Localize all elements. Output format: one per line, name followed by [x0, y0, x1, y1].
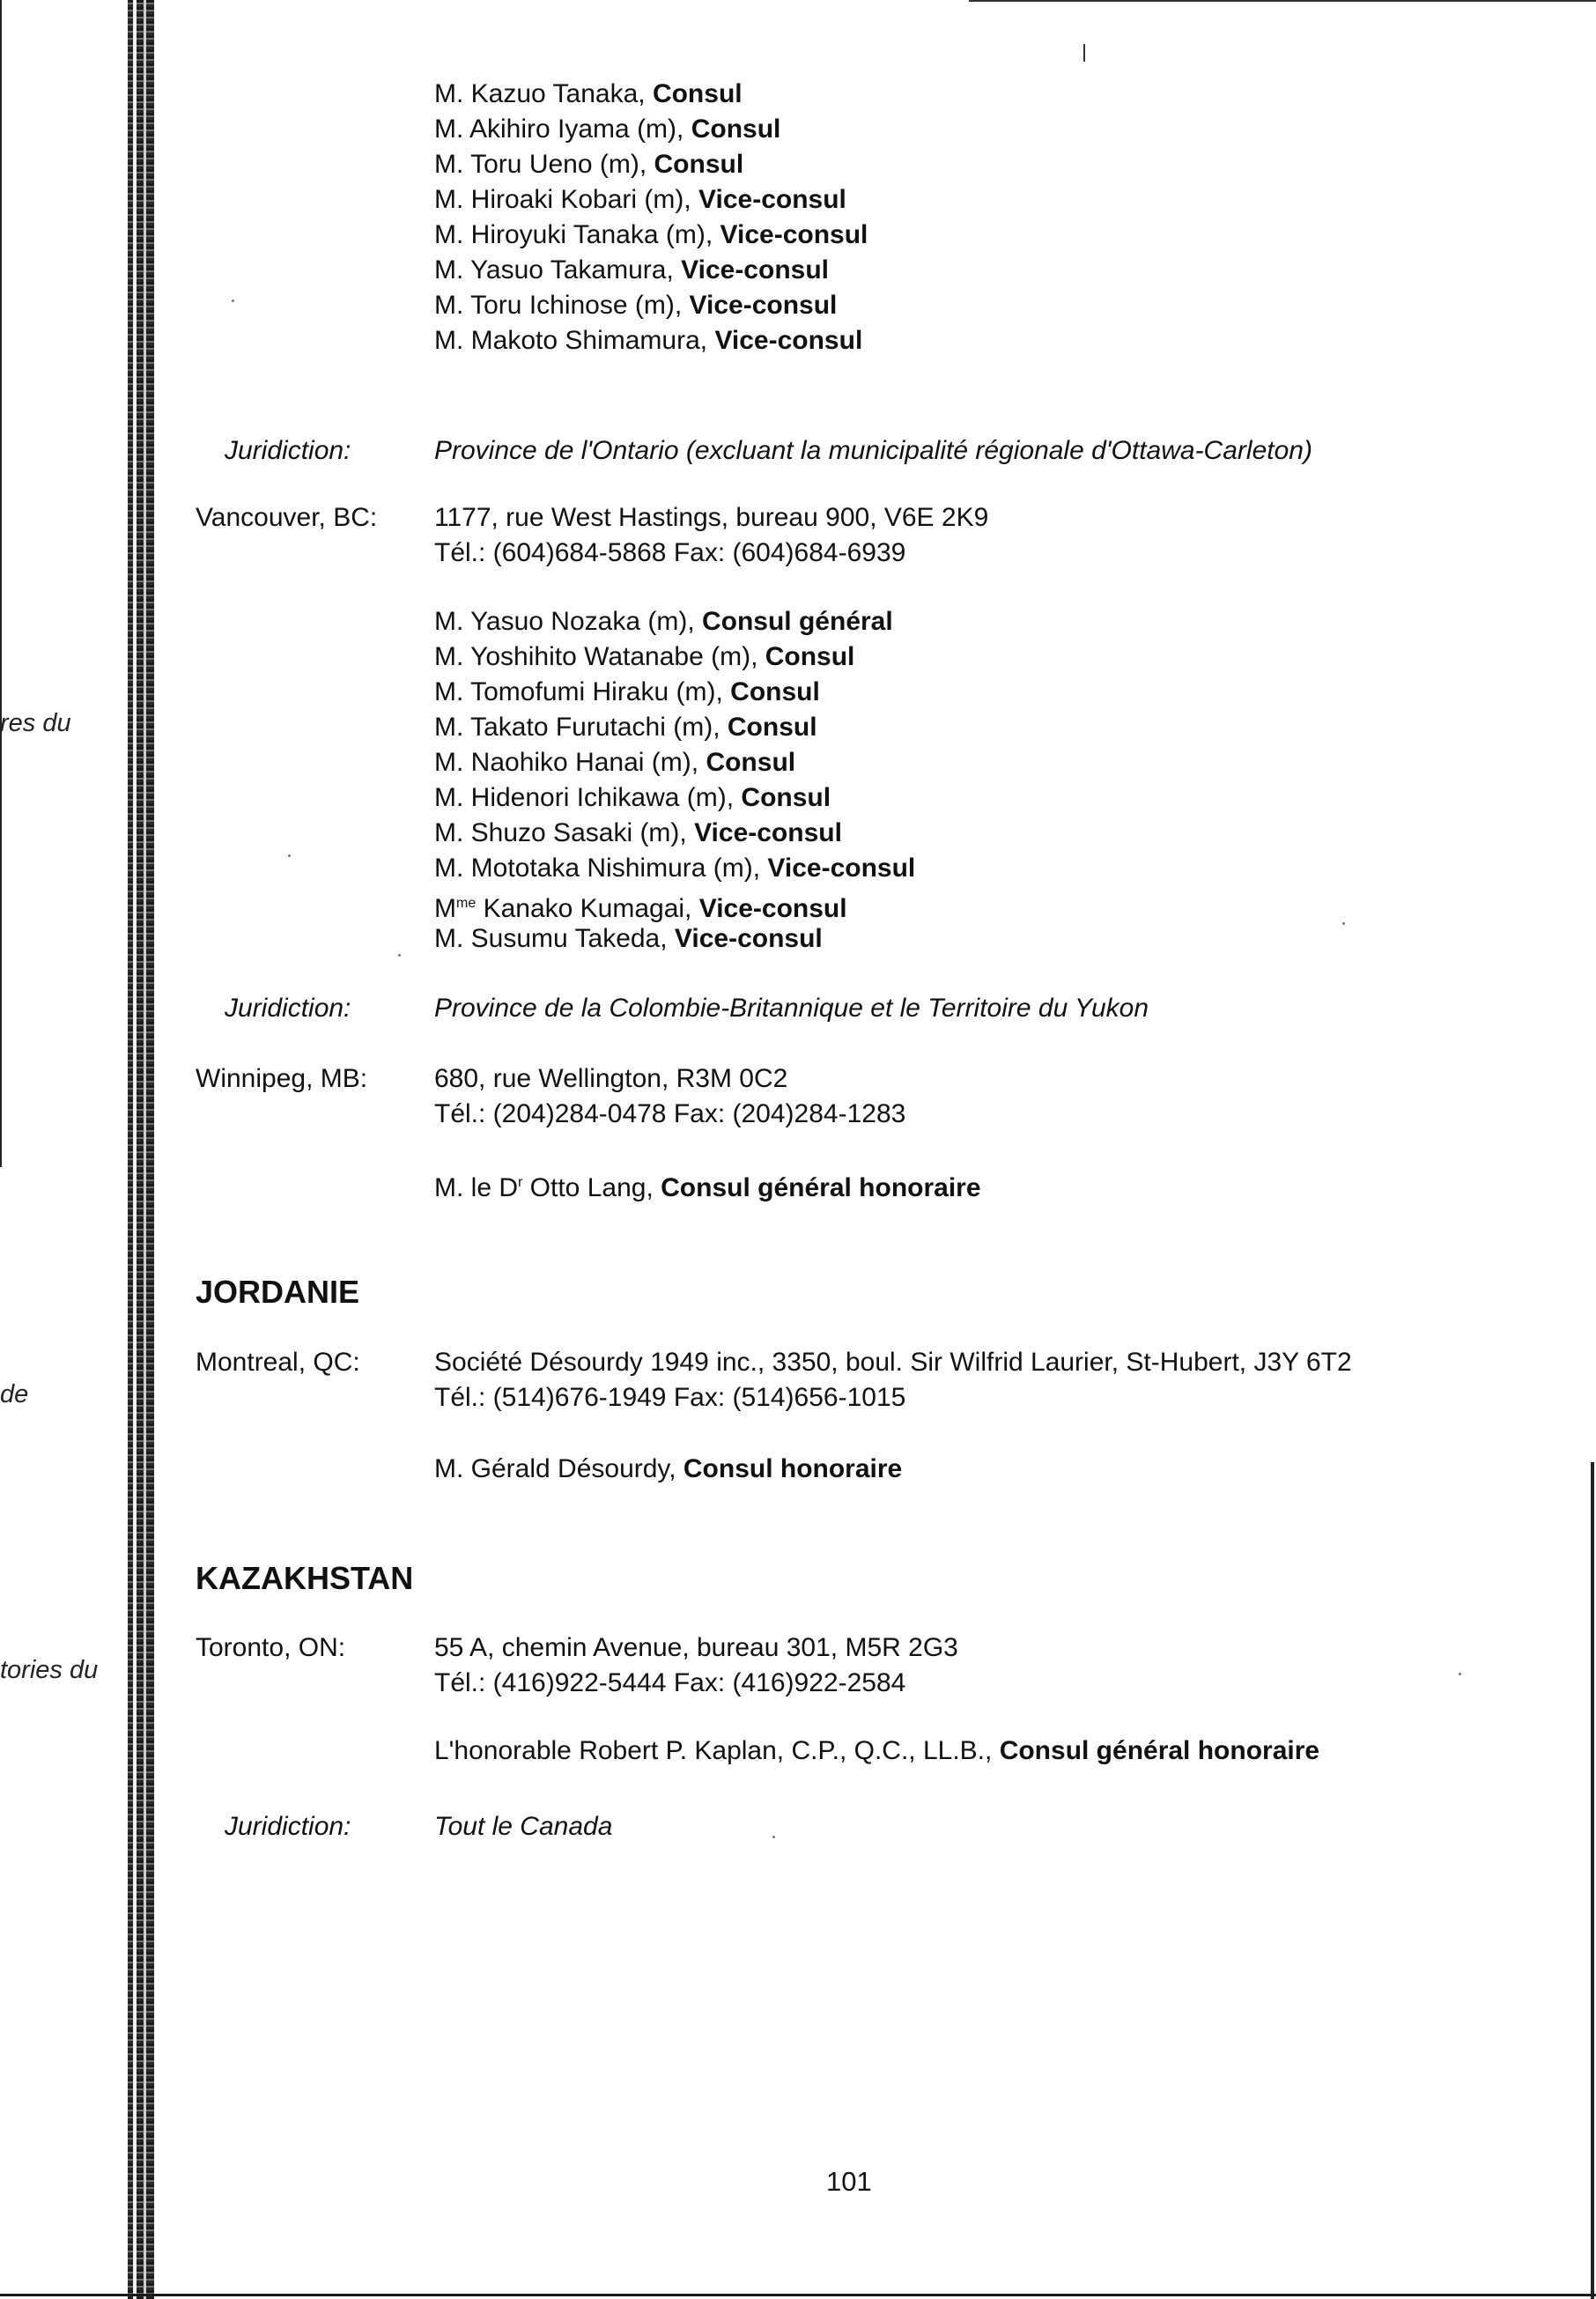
address: 1177, rue West Hastings, bureau 900, V6E 2K9: [434, 503, 989, 532]
jurisdiction-label: Juridiction:: [225, 1812, 351, 1841]
phone-fax: Tél.: (514)676-1949 Fax: (514)656-1015: [434, 1383, 906, 1412]
contact-entry: M. le $D^r$ Otto Lang, Consul général honoraire: [434, 1173, 981, 1202]
jurisdiction-label: Juridiction:: [225, 994, 351, 1023]
phone-fax: Tél.: (604)684-5868 Fax: (604)684-6939: [434, 538, 906, 567]
spiral-binding: [128, 0, 154, 2299]
city-label: Vancouver, BC:: [196, 503, 378, 532]
scan-artifact: [398, 954, 401, 957]
staff-entry: M. Hidenori Ichikawa (m), Consul: [434, 783, 831, 812]
staff-entry: M. Toru Ichinose (m), Vice-consul: [434, 291, 838, 320]
staff-entry: M. Kazuo Tanaka, Consul: [434, 79, 743, 108]
staff-entry: M. Hiroyuki Tanaka (m), Vice-consul: [434, 220, 868, 249]
city-label: Toronto, ON:: [196, 1633, 346, 1662]
staff-entry: M. Takato Furutachi (m), Consul: [434, 713, 817, 742]
left-page-edge: [0, 0, 2, 1167]
staff-entry: M. Yasuo Takamura, Vice-consul: [434, 255, 829, 285]
staff-entry: M. Makoto Shimamura, Vice-consul: [434, 326, 863, 355]
staff-entry: M. Mototaka Nishimura (m), Vice-consul: [434, 854, 916, 883]
scan-artifact: [1083, 44, 1085, 62]
country-heading: JORDANIE: [196, 1274, 360, 1310]
staff-entry: M. Akihiro Iyama (m), Consul: [434, 115, 781, 144]
margin-fragment: de: [0, 1380, 29, 1408]
right-page-edge: [1591, 1462, 1594, 2299]
country-heading: KAZAKHSTAN: [196, 1560, 414, 1596]
jurisdiction-label: Juridiction:: [225, 436, 351, 465]
phone-fax: Tél.: (204)284-0478 Fax: (204)284-1283: [434, 1099, 906, 1128]
staff-entry: $M^{me}$ Kanako Kumagai, Vice-consul: [434, 894, 847, 923]
staff-entry: M. Naohiko Hanai (m), Consul: [434, 748, 796, 777]
address: Société Désourdy 1949 inc., 3350, boul. Sir Wilfrid Laurier, St-Hubert, J3Y 6T2: [434, 1348, 1352, 1377]
scan-artifact: [288, 854, 291, 857]
contact-entry: M. Gérald Désourdy, Consul honoraire: [434, 1454, 903, 1483]
scan-artifact: [232, 299, 234, 302]
scan-artifact: [772, 1836, 775, 1838]
staff-entry: M. Hiroaki Kobari (m), Vice-consul: [434, 185, 846, 214]
staff-entry: M. Toru Ueno (m), Consul: [434, 150, 744, 179]
phone-fax: Tél.: (416)922-5444 Fax: (416)922-2584: [434, 1668, 906, 1697]
top-page-edge: [969, 0, 1596, 2]
address: 680, rue Wellington, R3M 0C2: [434, 1064, 788, 1093]
staff-entry: M. Susumu Takeda, Vice-consul: [434, 924, 823, 953]
margin-fragment: res du: [0, 709, 71, 737]
staff-entry: M. Yoshihito Watanabe (m), Consul: [434, 642, 855, 671]
address: 55 A, chemin Avenue, bureau 301, M5R 2G3: [434, 1633, 958, 1662]
jurisdiction-text: Tout le Canada: [434, 1812, 613, 1841]
margin-fragment: tories du: [0, 1656, 99, 1684]
city-label: Montreal, QC:: [196, 1348, 360, 1377]
city-label: Winnipeg, MB:: [196, 1064, 368, 1093]
jurisdiction-text: Province de la Colombie-Britannique et le Territoire du Yukon: [434, 994, 1149, 1023]
staff-entry: M. Shuzo Sasaki (m), Vice-consul: [434, 818, 842, 847]
staff-entry: M. Tomofumi Hiraku (m), Consul: [434, 677, 820, 706]
staff-entry: M. Yasuo Nozaka (m), Consul général: [434, 607, 893, 636]
scan-artifact: [1342, 922, 1345, 925]
scan-artifact: [1459, 1673, 1461, 1675]
page-number: 101: [826, 2166, 872, 2197]
binding-foot: [0, 2281, 1596, 2299]
jurisdiction-text: Province de l'Ontario (excluant la municipalité régionale d'Ottawa-Carleton): [434, 436, 1312, 465]
contact-entry: L'honorable Robert P. Kaplan, C.P., Q.C., LL.B., Consul général honoraire: [434, 1736, 1320, 1765]
